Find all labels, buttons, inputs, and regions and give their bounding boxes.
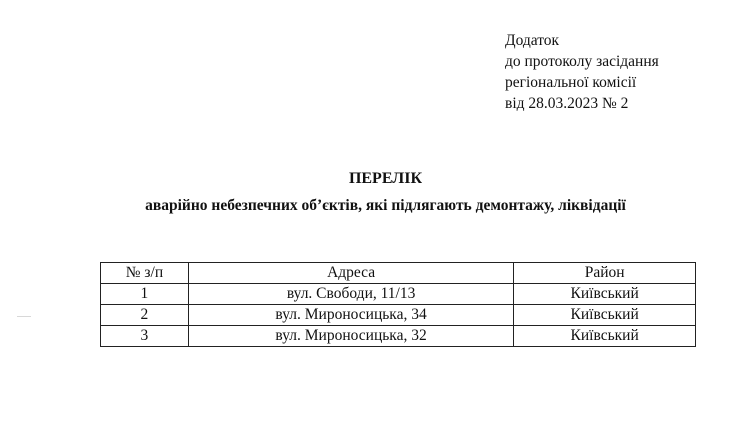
row-address: вул. Мироносицька, 34 [188, 305, 513, 326]
column-header-district: Район [514, 263, 696, 284]
row-address: вул. Свободи, 11/13 [188, 284, 513, 305]
table-row [101, 305, 696, 326]
annex-label: Додаток [505, 32, 560, 49]
row-number: 1 [101, 284, 189, 305]
annex-date-line: від 28.03.2023 № 2 [505, 95, 629, 112]
row-district: Київський [514, 326, 696, 347]
document-subtitle: аварійно небезпечних об’єктів, які підлягають демонтажу, ліквідації [145, 197, 626, 214]
table-row [101, 326, 696, 347]
table-header-row [101, 263, 696, 284]
table-row [101, 284, 696, 305]
objects-table [100, 262, 696, 347]
document-title: ПЕРЕЛІК [348, 170, 423, 187]
column-header-number: № з/п [101, 263, 189, 284]
annex-block [505, 30, 659, 114]
row-address: вул. Мироносицька, 32 [188, 326, 513, 347]
row-number: 3 [101, 326, 189, 347]
scan-mark [17, 316, 31, 317]
row-district: Київський [514, 284, 696, 305]
annex-protocol-line: до протоколу засідання [505, 53, 659, 70]
annex-commission-line: регіональної комісії [505, 74, 637, 91]
row-district: Київський [514, 305, 696, 326]
column-header-address: Адреса [188, 263, 513, 284]
row-number: 2 [101, 305, 189, 326]
